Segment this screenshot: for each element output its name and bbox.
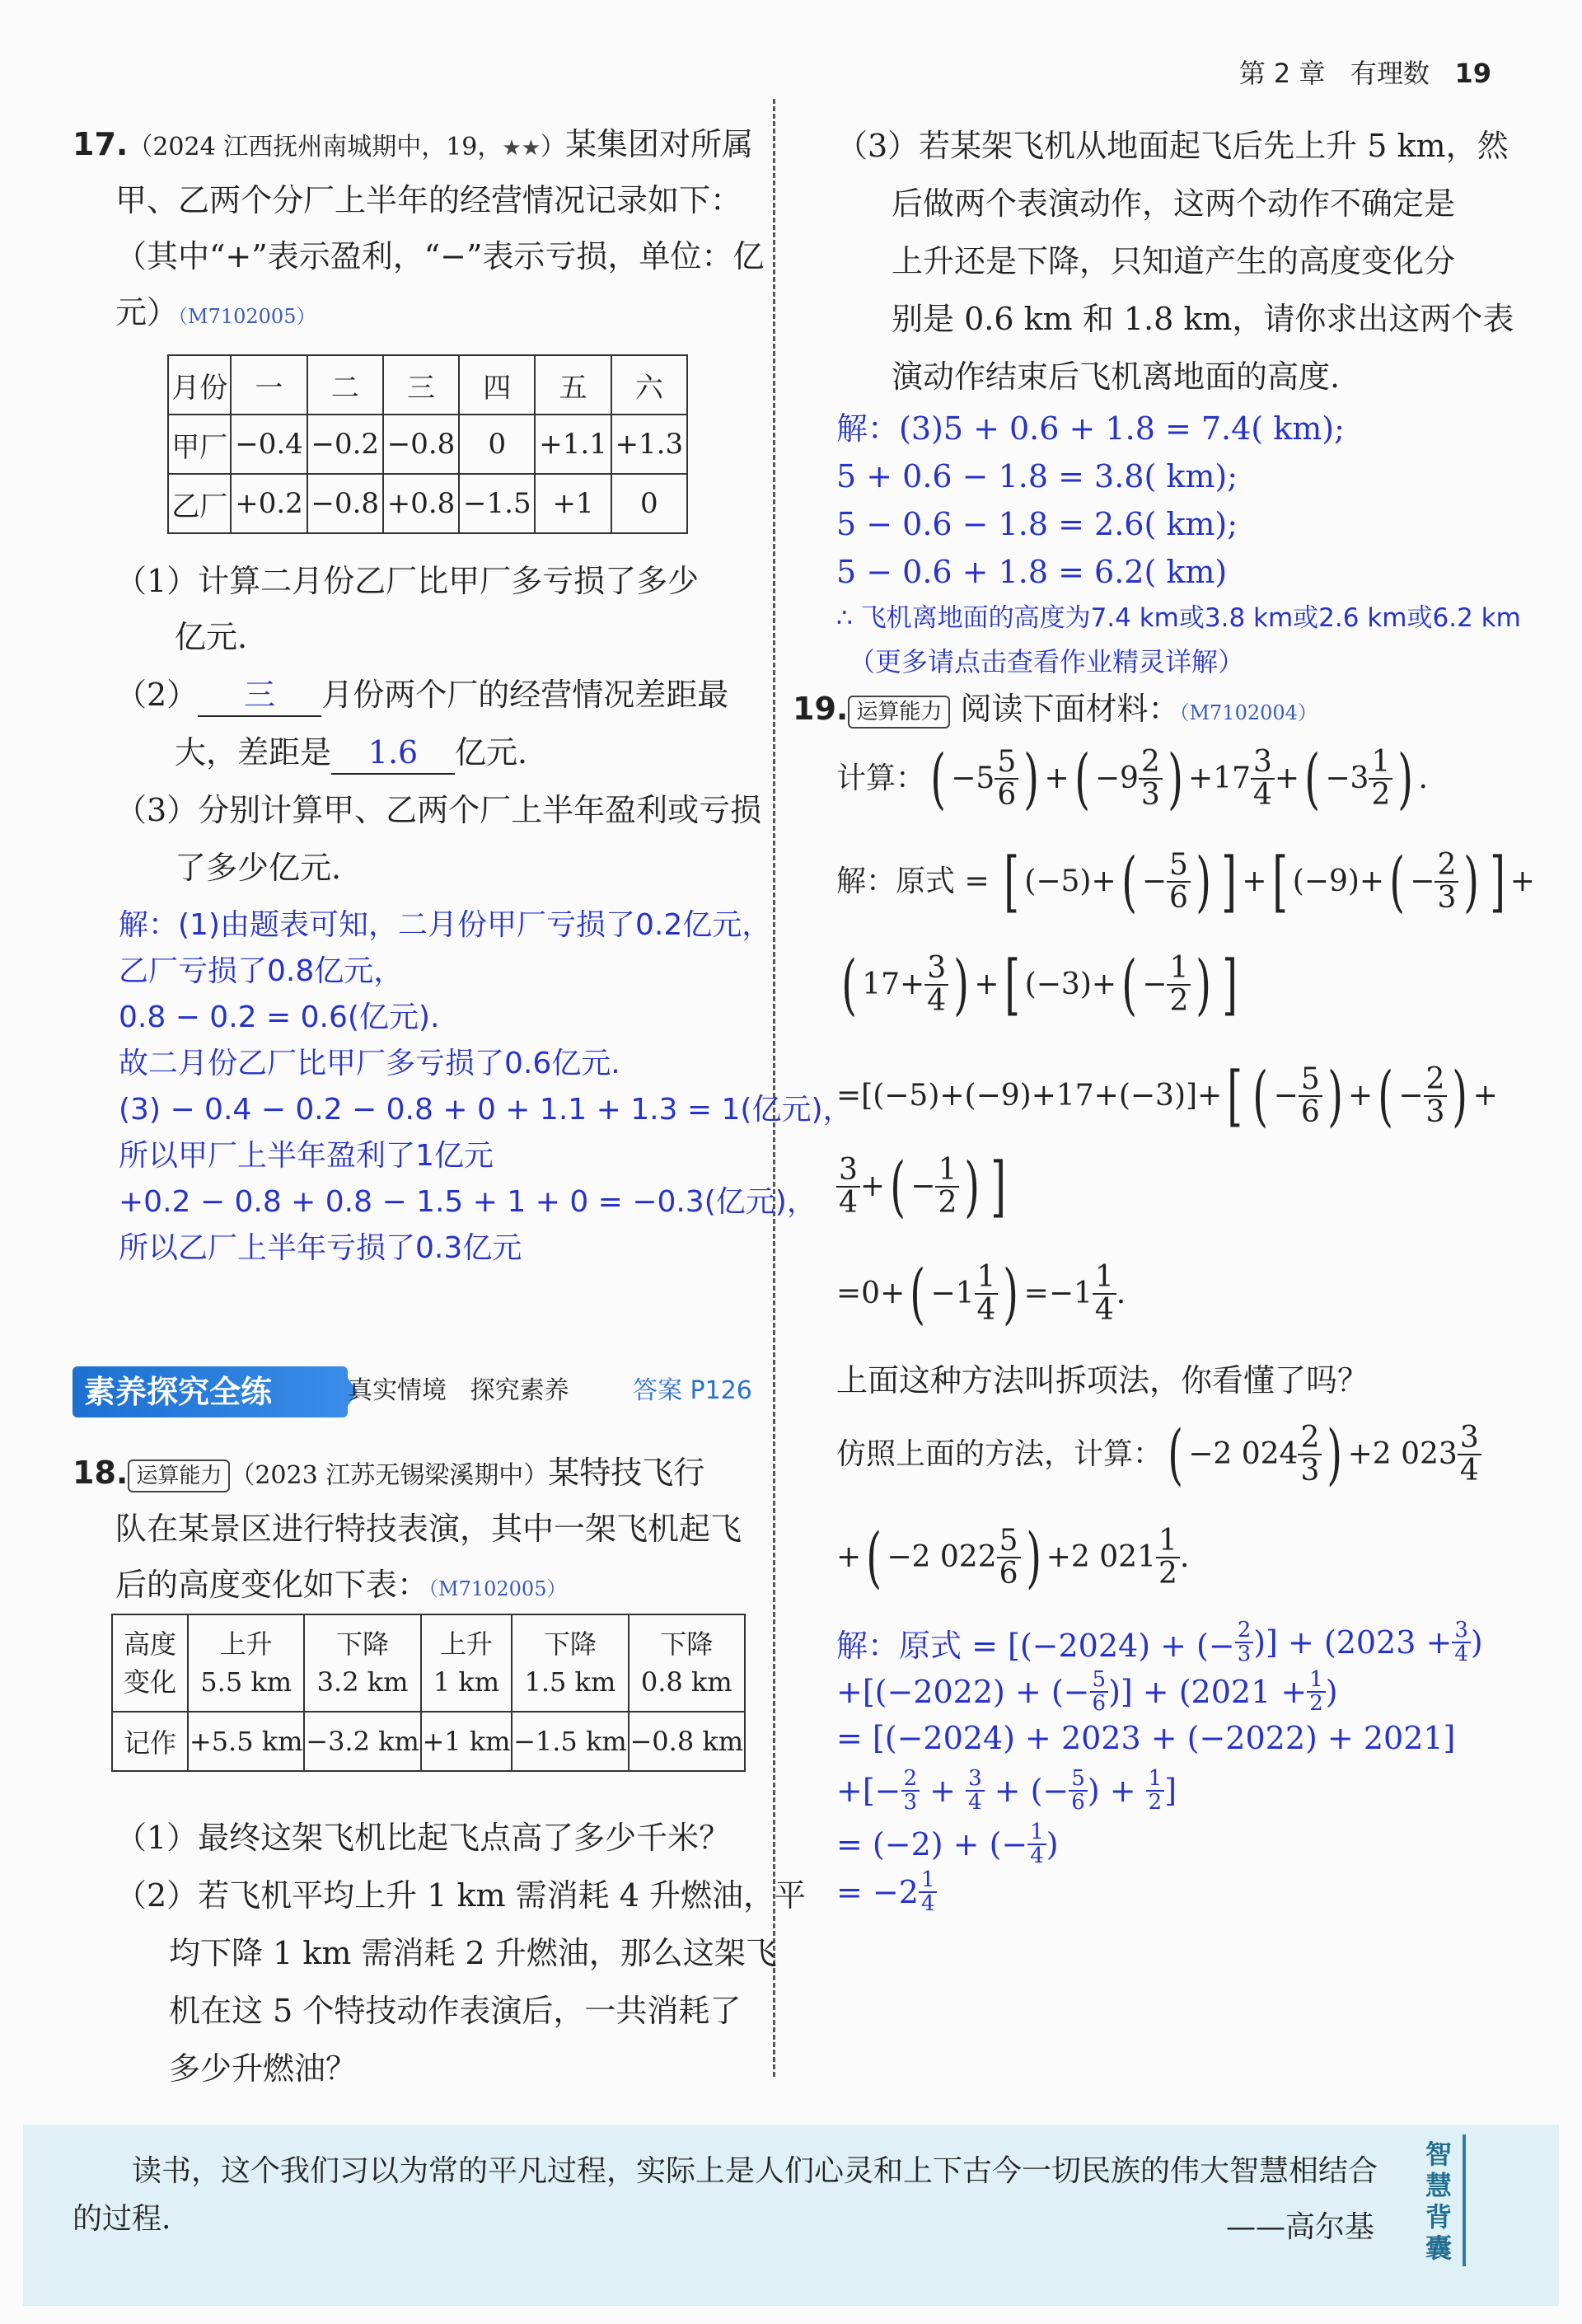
q18-part3-l5: 演动作结束后飞机离地面的高度.	[892, 358, 1341, 395]
q18-part1: （1）最终这架飞机比起飞点高了多少千米？	[115, 1820, 731, 1856]
q19-example-step1: 解：原式 = [ (−5)+ ( − $\frac{5}{6}$ ) ] + [ (−9)+ ( − $\frac{2}{3}$ ) ] +	[836, 843, 1535, 920]
quote-line2: 的过程.	[73, 2202, 171, 2236]
chapter-title: 有理数	[1350, 58, 1430, 89]
q19-example-result: =0+ ( −1 $\frac{1}{4}$ ) =−1 $\frac{1}{4}$ .	[836, 1255, 1126, 1332]
q18-line2: 队在某景区进行特技表演，其中一架飞机起飞	[115, 1511, 742, 1547]
q19-mid-text: 上面这种方法叫拆项法，你看懂了吗？	[836, 1362, 1369, 1399]
q18-part3-l1: （3）若某架飞机从地面起飞后先上升 5 km，然	[836, 128, 1509, 164]
q17-table	[167, 354, 688, 534]
page-header	[1239, 53, 1491, 91]
table-row: 乙厂 +0.2 −0.8 +0.8 −1.5 +1 0	[168, 474, 687, 533]
q17-line3: （其中“+”表示盈利，“−”表示亏损，单位：亿	[115, 238, 765, 274]
side-bar	[1463, 2134, 1466, 2266]
q18-solution-line: 5 + 0.6 − 1.8 = 3.8( km);	[836, 458, 1238, 494]
q18-solution-line: ∴ 飞机离地面的高度为7.4 km或3.8 km或2.6 km或6.2 km	[836, 603, 1521, 633]
q19-solution-line: = (−2) + (− $\frac{1}{4}$ )	[836, 1820, 1059, 1869]
table-row: 月份 一 二 三 四 五 六	[168, 355, 687, 415]
q17-blank-gap: 1.6	[331, 732, 455, 775]
q17-part2a: （2） 三 月份两个厂的经营情况差距最	[115, 674, 728, 717]
banner-tags: 真实情境 探究素养	[348, 1376, 569, 1405]
q18-part2d: 多少升燃油？	[169, 2050, 358, 2087]
q17-solution-line: 故二月份乙厂比甲厂多亏损了0.6亿元.	[119, 1047, 620, 1080]
q19-example-step4: $\frac{3}{4}$ + ( − $\frac{1}{2}$ ) ]	[836, 1154, 1011, 1220]
skill-badge: 运算能力	[128, 1460, 230, 1492]
chapter-label: 第 2 章	[1238, 58, 1326, 89]
q18-line1: 18. 运算能力 （2023 江苏无锡梁溪期中）某特技飞行	[73, 1455, 705, 1491]
q17-solution-line: 所以甲厂上半年盈利了1亿元	[119, 1139, 494, 1173]
q18-solution-line: 5 − 0.6 − 1.8 = 2.6( km);	[836, 506, 1238, 542]
table-row: 高度 变化 上升 5.5 km 下降 3.2 km 上升 1 km 下降 1.5 km 下降 0.8 km	[112, 1614, 745, 1712]
q17-part3b: 了多少亿元.	[175, 850, 342, 886]
more-details-link[interactable]: （更多请点击查看作业精灵详解）	[849, 646, 1245, 677]
table-row: 甲厂 −0.4 −0.2 −0.8 0 +1.1 +1.3	[168, 415, 687, 474]
q17-part1b: 亿元.	[175, 619, 248, 655]
q18-solution-line: 5 − 0.6 + 1.8 = 6.2( km)	[836, 554, 1228, 590]
q17-solution-line: 解：(1)由题表可知，二月份甲厂亏损了0.2亿元，	[119, 908, 772, 942]
table-row: 记作 +5.5 km −3.2 km +1 km −1.5 km −0.8 km	[112, 1712, 745, 1771]
q18-part3-l3: 上升还是下降，只知道产生的高度变化分	[892, 243, 1456, 279]
q19-solution-line: 解：原式 = [(−2024) + (− $\frac{2}{3}$ )] + (2023 + $\frac{3}{4}$ )	[836, 1618, 1483, 1667]
difficulty-icon: ★★	[502, 136, 541, 161]
q18-part2a: （2）若飞机平均上升 1 km 需消耗 4 升燃油，平	[115, 1877, 806, 1914]
q18-part2b: 均下降 1 km 需消耗 2 升燃油，那么这架飞	[169, 1935, 777, 1971]
quote-line1: 读书，这个我们习以为常的平凡过程，实际上是人们心灵和上下古今一切民族的伟大智慧相结合	[132, 2154, 1378, 2188]
q18-solution-line: 解：(3)5 + 0.6 + 1.8 = 7.4( km);	[836, 410, 1345, 447]
q17-number: 17.	[73, 126, 129, 162]
q17-solution-line: 所以乙厂上半年亏损了0.3亿元	[119, 1231, 522, 1265]
q17-line4: 元）（M7102005）	[115, 294, 316, 330]
q19-line1: 19. 运算能力 阅读下面材料：（M7102004）	[793, 691, 1318, 727]
q17-line2: 甲、乙两个分厂上半年的经营情况记录如下：	[115, 182, 742, 218]
page-number: 19	[1454, 58, 1491, 89]
q19-example-expr: 计算： ( −5 $\frac{5}{6}$ ) + ( −9 $\frac{2}{3}$ ) +17 $\frac{3}{4}$ + ( −3 $\frac{1}{2}$ ) .	[836, 740, 1428, 817]
q17-part3a: （3）分别计算甲、乙两个厂上半年盈利或亏损	[115, 792, 762, 828]
q17-part1a: （1）计算二月份乙厂比甲厂多亏损了多少	[115, 563, 700, 599]
q18-line3: 后的高度变化如下表：（M7102005）	[115, 1567, 567, 1603]
answer-ref: 答案 P126	[633, 1376, 752, 1405]
q19-solution-line: = −2 $\frac{1}{4}$	[836, 1869, 937, 1916]
q17-part2b: 大，差距是 1.6 亿元.	[175, 732, 527, 775]
q19-solution-line: +[− $\frac{2}{3}$ + $\frac{3}{4}$ + (− $\frac{5}{6}$ ) + $\frac{1}{2}$ ]	[836, 1766, 1177, 1816]
q19-example-step3: =[(−5)+(−9)+17+(−3)]+ [ ( − $\frac{5}{6}$ ) + ( − $\frac{2}{3}$ ) +	[836, 1057, 1498, 1134]
q18-part3-l4: 别是 0.6 km 和 1.8 km，请你求出这两个表	[892, 301, 1514, 337]
q19-solution-line: +[(−2022) + (− $\frac{5}{6}$ )] + (2021 + $\frac{1}{2}$ )	[836, 1667, 1338, 1717]
q17-line1: 17.（2024 江西抚州南城期中，19，★★）某集团对所属	[73, 126, 754, 162]
q17-solution-line: 0.8 − 0.2 = 0.6(亿元).	[119, 1000, 440, 1034]
q17-source: （2024 江西抚州南城期中，19，	[128, 133, 503, 162]
q18-part2c: 机在这 5 个特技动作表演后，一共消耗了	[169, 1993, 742, 2029]
q17-solution-line: +0.2 − 0.8 + 0.8 − 1.5 + 1 + 0 = −0.3(亿元)，	[119, 1185, 817, 1219]
quote-author: ——高尔基	[1226, 2210, 1375, 2244]
side-label: 智慧背囊	[1425, 2139, 1453, 2264]
skill-badge: 运算能力	[848, 696, 950, 729]
q17-blank-month: 三	[198, 674, 321, 717]
q19-solution-line: = [(−2024) + 2023 + (−2022) + 2021]	[836, 1720, 1456, 1756]
q18-part3-l2: 后做两个表演动作，这两个动作不确定是	[892, 185, 1456, 222]
q19-task: 仿照上面的方法，计算： ( −2 024 $\frac{2}{3}$ ) +2 023 $\frac{3}{4}$	[836, 1422, 1481, 1488]
q17-code: （M7102005）	[178, 305, 316, 328]
q19-example-step2: ( 17+ $\frac{3}{4}$ ) + [ (−3)+ ( − $\frac{1}{2}$ ) ]	[841, 946, 1238, 1023]
q19-task-cont: + ( −2 022 $\frac{5}{6}$ ) +2 021 $\frac{1}{2}$ .	[836, 1519, 1190, 1595]
q18-table	[111, 1614, 746, 1772]
section-banner: 素养探究全练	[73, 1366, 348, 1417]
q17-solution-line: (3) − 0.4 − 0.2 − 0.8 + 0 + 1.1 + 1.3 = 1(亿元)，	[119, 1093, 853, 1127]
q17-solution-line: 乙厂亏损了0.8亿元，	[119, 954, 404, 988]
column-divider	[773, 99, 775, 2077]
